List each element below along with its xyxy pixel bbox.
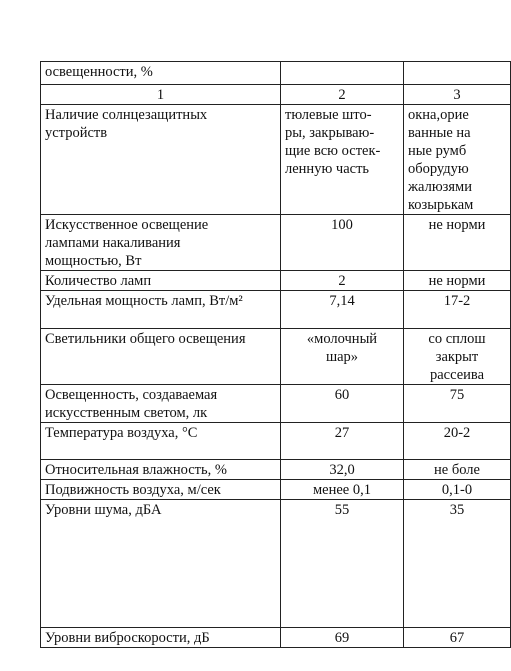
table-cell: 60 — [281, 385, 404, 423]
table-cell: Температура воздуха, °С — [41, 423, 281, 460]
table-cell: Искусственное освещение лампами накаливания мощностью, Вт — [41, 215, 281, 271]
table-cell: «молочный шар» — [281, 329, 404, 385]
table-cell: Уровни шума, дБА — [41, 500, 281, 628]
table-cell: 32,0 — [281, 460, 404, 480]
table-cell: 7,14 — [281, 291, 404, 329]
table-cell: не боле — [404, 460, 511, 480]
table-cell: 20-2 — [404, 423, 511, 460]
table-cell: Удельная мощность ламп, Вт/м² — [41, 291, 281, 329]
table-row — [41, 460, 511, 480]
table-row — [41, 480, 511, 500]
table-cell: менее 0,1 — [281, 480, 404, 500]
table-cell: Относительная влажность, % — [41, 460, 281, 480]
table-cell: 0,1-0 — [404, 480, 511, 500]
table-cell: 55 — [281, 500, 404, 628]
table-cell: 100 — [281, 215, 404, 271]
table-cell — [404, 62, 511, 85]
table-cell: 1 — [41, 85, 281, 105]
table-cell: 2 — [281, 85, 404, 105]
table-cell: 67 — [404, 628, 511, 648]
table-cell: Количество ламп — [41, 271, 281, 291]
table-row — [41, 423, 511, 460]
table-cell: 3 — [404, 85, 511, 105]
table-row — [41, 271, 511, 291]
table-row — [41, 105, 511, 215]
table-row — [41, 291, 511, 329]
table-cell: Наличие солнцезащитных устройств — [41, 105, 281, 215]
table-cell: окна,орие ванные на ные румб оборудую жалюзями козырькам — [404, 105, 511, 215]
table-cell: 2 — [281, 271, 404, 291]
table-cell: тюлевые што- ры, закрываю- щие всю остек- ленную часть — [281, 105, 404, 215]
table-cell: Освещенность, создаваемая искусственным светом, лк — [41, 385, 281, 423]
data-table — [40, 61, 511, 648]
table-cell — [281, 62, 404, 85]
table-cell: Светильники общего освещения — [41, 329, 281, 385]
table-row — [41, 500, 511, 628]
table-cell: не норми — [404, 271, 511, 291]
table-row — [41, 329, 511, 385]
table-cell: освещенности, % — [41, 62, 281, 85]
table-row — [41, 62, 511, 85]
table-cell: 27 — [281, 423, 404, 460]
table-row — [41, 628, 511, 648]
table-row — [41, 85, 511, 105]
table-cell: 17-2 — [404, 291, 511, 329]
table-cell: 69 — [281, 628, 404, 648]
table-cell: со сплош закрыт рассеива — [404, 329, 511, 385]
table-cell: Подвижность воздуха, м/сек — [41, 480, 281, 500]
table-cell: 35 — [404, 500, 511, 628]
table-cell: 75 — [404, 385, 511, 423]
table-row — [41, 385, 511, 423]
table-cell: Уровни виброскорости, дБ — [41, 628, 281, 648]
table-row — [41, 215, 511, 271]
table-cell: не норми — [404, 215, 511, 271]
